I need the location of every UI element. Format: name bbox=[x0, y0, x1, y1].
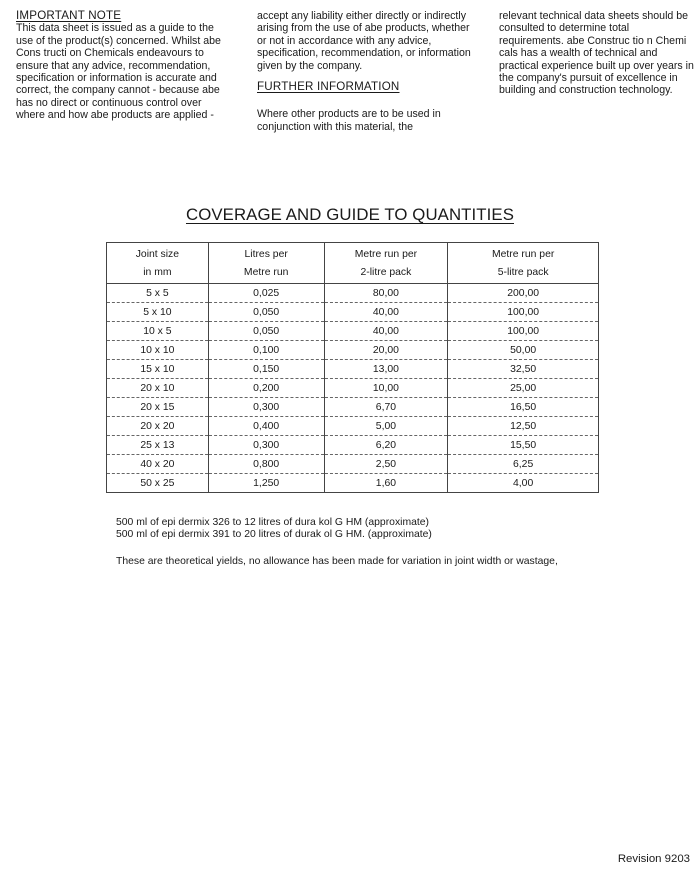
cell-run-5l: 100,00 bbox=[448, 322, 599, 341]
cell-litres: 0,300 bbox=[208, 398, 324, 417]
important-note-heading: IMPORTANT NOTE bbox=[16, 9, 122, 22]
cell-run-2l: 5,00 bbox=[324, 417, 448, 436]
header-litres-per: Litres per bbox=[208, 243, 324, 264]
mixing-notes bbox=[116, 517, 558, 568]
table-row bbox=[107, 341, 599, 360]
table-row bbox=[107, 436, 599, 455]
cell-joint-size: 15 x 10 bbox=[107, 360, 209, 379]
header-joint-size: Joint size bbox=[107, 243, 209, 264]
subheader-in-mm: in mm bbox=[107, 263, 209, 284]
subheader-2-litre-pack: 2-litre pack bbox=[324, 263, 448, 284]
cell-litres: 0,400 bbox=[208, 417, 324, 436]
cell-run-2l: 40,00 bbox=[324, 303, 448, 322]
liability-text: accept any liability either directly or indirectly arising from the use of abe products, whether or not in accordance with any advice, specification, recommendation, or information given by the company. bbox=[257, 10, 471, 72]
coverage-title-text: COVERAGE AND GUIDE TO QUANTITIES bbox=[185, 205, 514, 224]
technical-info-text: relevant technical data sheets should be consulted to determine total requirements. abe Construc tio n Chemi cals has a wealth of technical and practical experience built up over years in the company's pursuit of excellence in building and construction technology. bbox=[499, 10, 694, 97]
mixing-note-391: 500 ml of epi dermix 391 to 20 litres of durak ol G HM. (approximate) bbox=[116, 529, 432, 540]
cell-litres: 0,150 bbox=[208, 360, 324, 379]
cell-joint-size: 40 x 20 bbox=[107, 455, 209, 474]
cell-run-5l: 6,25 bbox=[448, 455, 599, 474]
mixing-note-326: 500 ml of epi dermix 326 to 12 litres of dura kol G HM (approximate) bbox=[116, 517, 430, 528]
cell-run-2l: 10,00 bbox=[324, 379, 448, 398]
header-metre-run-2l: Metre run per bbox=[324, 243, 448, 264]
cell-joint-size: 25 x 13 bbox=[107, 436, 209, 455]
cell-joint-size: 50 x 25 bbox=[107, 474, 209, 493]
table-row bbox=[107, 398, 599, 417]
table-row bbox=[107, 284, 599, 303]
subheader-5-litre-pack: 5-litre pack bbox=[448, 263, 599, 284]
cell-joint-size: 20 x 10 bbox=[107, 379, 209, 398]
cell-run-5l: 4,00 bbox=[448, 474, 599, 493]
cell-run-5l: 50,00 bbox=[448, 341, 599, 360]
cell-run-2l: 6,70 bbox=[324, 398, 448, 417]
cell-run-5l: 15,50 bbox=[448, 436, 599, 455]
cell-litres: 1,250 bbox=[208, 474, 324, 493]
further-information-text: Where other products are to be used in conjunction with this material, the bbox=[257, 108, 441, 133]
cell-run-5l: 16,50 bbox=[448, 398, 599, 417]
cell-joint-size: 10 x 10 bbox=[107, 341, 209, 360]
cell-run-2l: 13,00 bbox=[324, 360, 448, 379]
coverage-title bbox=[0, 205, 700, 225]
table-header-row bbox=[107, 243, 599, 264]
table-subheader-row bbox=[107, 263, 599, 284]
table-row bbox=[107, 417, 599, 436]
technical-info-column bbox=[499, 10, 695, 97]
cell-litres: 0,100 bbox=[208, 341, 324, 360]
cell-joint-size: 20 x 20 bbox=[107, 417, 209, 436]
cell-litres: 0,200 bbox=[208, 379, 324, 398]
cell-run-2l: 20,00 bbox=[324, 341, 448, 360]
cell-joint-size: 20 x 15 bbox=[107, 398, 209, 417]
table-row bbox=[107, 303, 599, 322]
cell-joint-size: 5 x 5 bbox=[107, 284, 209, 303]
cell-litres: 0,050 bbox=[208, 322, 324, 341]
cell-litres: 0,300 bbox=[208, 436, 324, 455]
liability-column bbox=[257, 10, 472, 133]
further-information-heading: FURTHER INFORMATION bbox=[257, 80, 400, 94]
table-row bbox=[107, 322, 599, 341]
table-row bbox=[107, 455, 599, 474]
cell-run-2l: 2,50 bbox=[324, 455, 448, 474]
cell-run-5l: 200,00 bbox=[448, 284, 599, 303]
cell-joint-size: 5 x 10 bbox=[107, 303, 209, 322]
cell-run-2l: 40,00 bbox=[324, 322, 448, 341]
cell-run-2l: 80,00 bbox=[324, 284, 448, 303]
revision-label: Revision 9203 bbox=[617, 853, 690, 865]
table-row bbox=[107, 360, 599, 379]
cell-run-5l: 12,50 bbox=[448, 417, 599, 436]
important-note-column bbox=[16, 10, 228, 122]
cell-run-2l: 1,60 bbox=[324, 474, 448, 493]
cell-litres: 0,800 bbox=[208, 455, 324, 474]
cell-run-2l: 6,20 bbox=[324, 436, 448, 455]
theoretical-yield-note: These are theoretical yields, no allowance has been made for variation in joint width or wastage, bbox=[116, 556, 558, 567]
subheader-metre-run: Metre run bbox=[208, 263, 324, 284]
coverage-table bbox=[106, 242, 599, 493]
cell-run-5l: 25,00 bbox=[448, 379, 599, 398]
cell-run-5l: 32,50 bbox=[448, 360, 599, 379]
table-row bbox=[107, 379, 599, 398]
cell-litres: 0,025 bbox=[208, 284, 324, 303]
cell-litres: 0,050 bbox=[208, 303, 324, 322]
cell-run-5l: 100,00 bbox=[448, 303, 599, 322]
table-row bbox=[107, 474, 599, 493]
header-metre-run-5l: Metre run per bbox=[448, 243, 599, 264]
cell-joint-size: 10 x 5 bbox=[107, 322, 209, 341]
important-note-text: This data sheet is issued as a guide to the use of the product(s) concerned. Whilst abe Cons tructi on Chemicals endeavours to ensure that any advice, recommendation, specification or information is accurate and correct, the company cannot - because abe has no direct or continuous control over where and how abe products are applied - bbox=[16, 22, 221, 122]
